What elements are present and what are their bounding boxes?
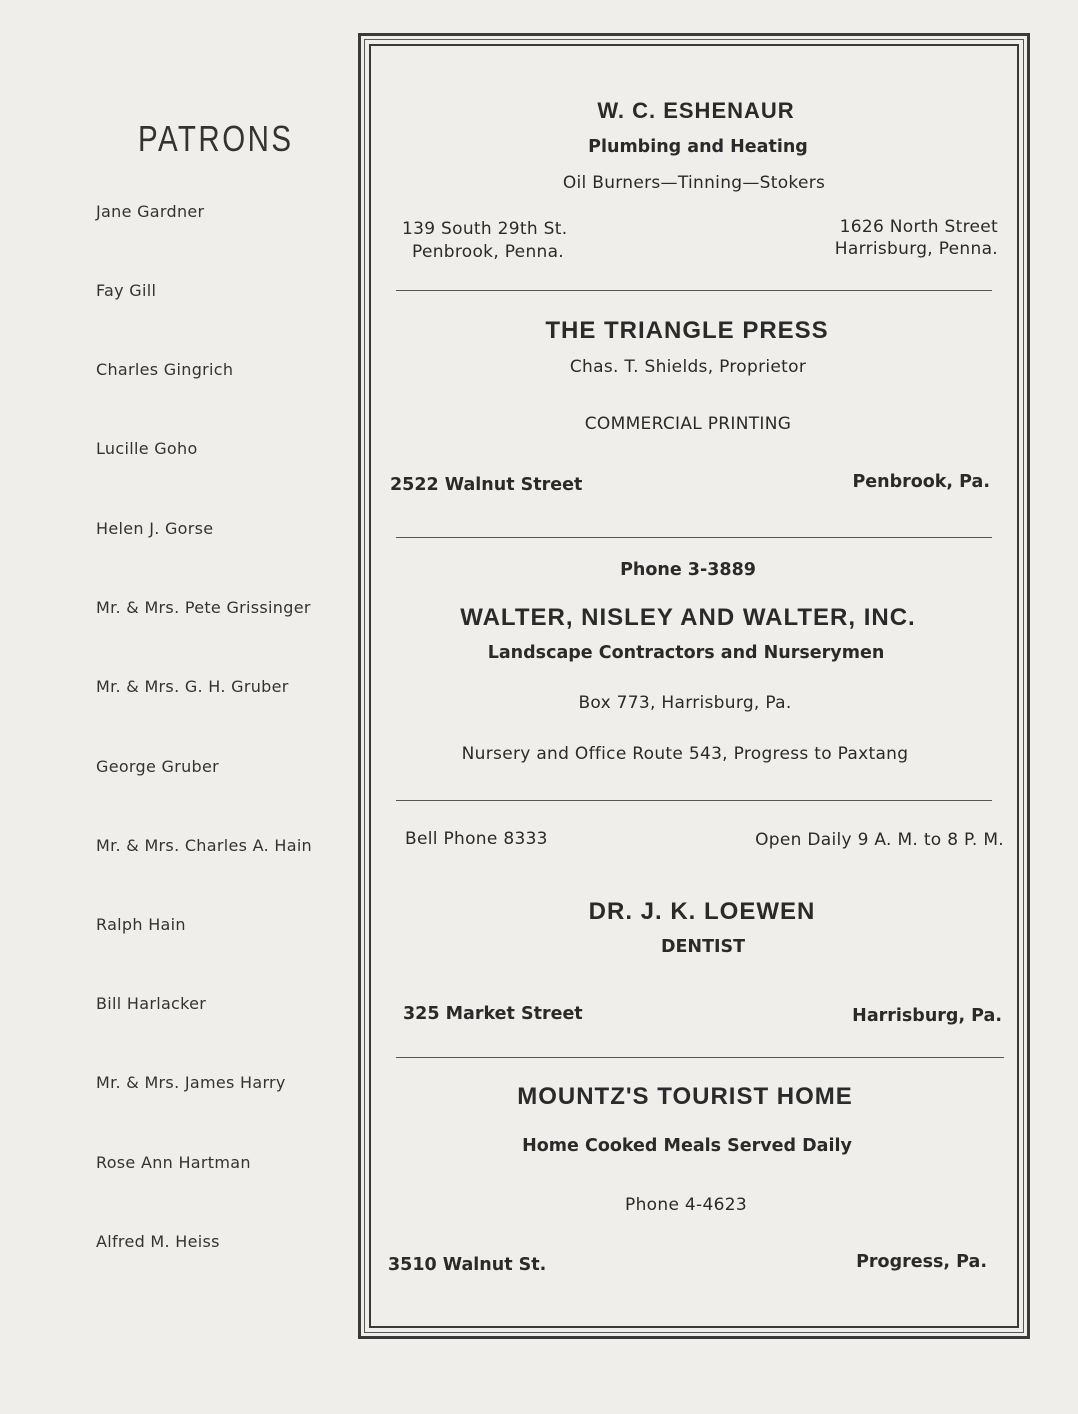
- ad-street: 325 Market Street: [403, 1004, 583, 1024]
- ad-divider: [396, 800, 992, 801]
- patron-name: Bill Harlacker: [96, 994, 207, 1013]
- patron-name: Mr. & Mrs. Charles A. Hain: [96, 836, 313, 855]
- patron-name: Alfred M. Heiss: [96, 1232, 220, 1251]
- ad-business-name: DR. J. K. LOEWEN: [588, 898, 816, 925]
- patron-name: Lucille Goho: [96, 439, 198, 458]
- ad-trade: Landscape Contractors and Nurserymen: [487, 643, 885, 663]
- ad-phone: Bell Phone 8333: [405, 829, 548, 849]
- ad-business-name: THE TRIANGLE PRESS: [545, 317, 829, 344]
- ad-proprietor: Chas. T. Shields, Proprietor: [569, 357, 807, 377]
- ad-street: 3510 Walnut St.: [388, 1255, 547, 1275]
- ad-nursery-address: Nursery and Office Route 543, Progress to Paxtang: [461, 744, 909, 764]
- ad-business-name: WALTER, NISLEY AND WALTER, INC.: [460, 604, 916, 631]
- ad-service: COMMERCIAL PRINTING: [584, 414, 792, 434]
- ad-town: Harrisburg, Pa.: [852, 1006, 1002, 1026]
- patron-name: Mr. & Mrs. Pete Grissinger: [96, 598, 311, 617]
- ad-services: Oil Burners—Tinning—Stokers: [562, 173, 826, 193]
- ad-business-name: W. C. ESHENAUR: [597, 98, 795, 123]
- ad-box-address: Box 773, Harrisburg, Pa.: [578, 693, 792, 713]
- patron-name: Mr. & Mrs. G. H. Gruber: [96, 677, 289, 696]
- ad-divider: [396, 290, 992, 291]
- ad-address-line: Penbrook, Penna.: [412, 242, 565, 262]
- ad-trade: Plumbing and Heating: [588, 137, 808, 157]
- ad-business-name: MOUNTZ'S TOURIST HOME: [517, 1083, 853, 1110]
- ad-address-line: 139 South 29th St.: [402, 219, 568, 239]
- ad-phone: Phone 4-4623: [625, 1195, 747, 1215]
- patron-name: Fay Gill: [96, 281, 157, 300]
- patron-name: Helen J. Gorse: [96, 519, 214, 538]
- patron-name: Mr. & Mrs. James Harry: [96, 1073, 286, 1092]
- ad-phone: Phone 3-3889: [620, 560, 756, 580]
- ad-town: Penbrook, Pa.: [852, 472, 990, 492]
- ad-town: Progress, Pa.: [856, 1252, 987, 1272]
- patron-name: Ralph Hain: [96, 915, 186, 934]
- ad-address-line: 1626 North Street: [839, 217, 998, 237]
- patrons-heading: PATRONS: [138, 118, 294, 159]
- ad-hours: Open Daily 9 A. M. to 8 P. M.: [755, 830, 1004, 850]
- ad-street: 2522 Walnut Street: [390, 475, 583, 495]
- ad-divider: [396, 537, 992, 538]
- patron-name: George Gruber: [96, 757, 220, 776]
- ad-tagline: Home Cooked Meals Served Daily: [522, 1136, 852, 1156]
- ad-divider: [396, 1057, 1004, 1058]
- patron-name: Jane Gardner: [96, 202, 205, 221]
- ad-address-line: Harrisburg, Penna.: [834, 239, 998, 259]
- patron-name: Charles Gingrich: [96, 360, 234, 379]
- ad-profession: DENTIST: [660, 937, 746, 957]
- patron-name: Rose Ann Hartman: [96, 1153, 251, 1172]
